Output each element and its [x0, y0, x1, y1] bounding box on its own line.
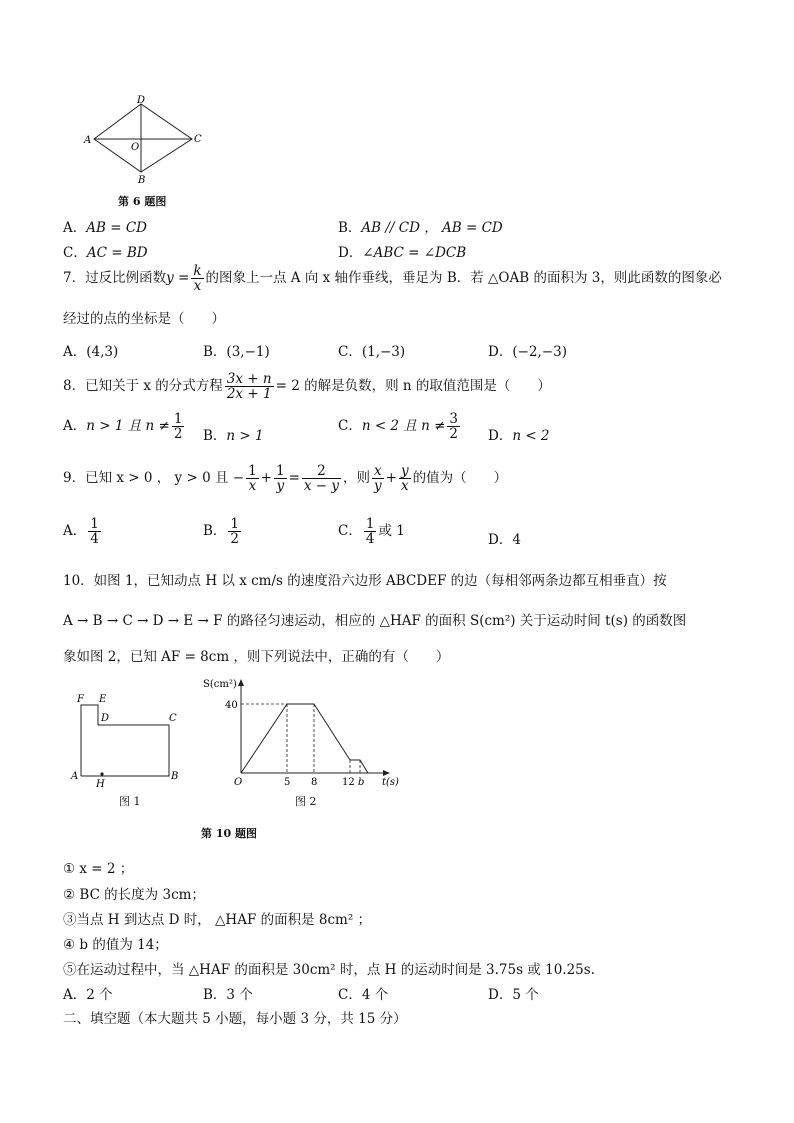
q10-statement-5: ⑤在运动过程中，当 △HAF 的面积是 30cm² 时，点 H 的运动时间是 3.75s 或 10.25s.	[63, 962, 595, 978]
fig2-tick-5: 5	[284, 777, 291, 788]
q7-stem-line2: 经过的点的坐标是（ ）	[63, 311, 225, 327]
q7-option-d[interactable]: D．(−2,−3)	[488, 344, 567, 360]
q10-statement-2: ② BC 的长度为 3cm；	[63, 887, 205, 903]
q8-option-a[interactable]: A．n > 1 且 n ≠ $\frac{1}{2}$	[63, 411, 183, 443]
fig1-label-d: D	[101, 713, 110, 724]
q10-statement-1: ① x = 2 ；	[63, 861, 134, 877]
figure-1-hexagon	[68, 688, 193, 790]
q6-option-d[interactable]: D．∠ABC = ∠DCB	[338, 245, 467, 261]
q9-stem: 9．已知 x > 0 ， y > 0 且 − $\frac{1}{x}$ + $\frac{1}{y}$ = $\frac{2}{x - y}$ ，则 $\frac{x}{y}$ + $\frac{y}{x}$ 的值为（ ）	[63, 463, 508, 495]
q10-stem-line1: 10．如图 1，已知动点 H 以 x cm/s 的速度沿六边形 ABCDEF 的边（每相邻两条边都互相垂直）按	[63, 573, 667, 589]
fig2-tick-8: 8	[311, 777, 318, 788]
q10-option-c[interactable]: C．4 个	[338, 987, 389, 1003]
fig1-label-e: E	[99, 694, 107, 705]
q8-option-d[interactable]: D．n < 2	[488, 428, 550, 444]
q10-statement-4: ④ b 的值为 14；	[63, 937, 168, 953]
q10-stem-line2: A → B → C → D → E → F 的路径匀速运动，相应的 △HAF 的面积 S(cm²) 关于运动时间 t(s) 的函数图	[63, 613, 687, 629]
fig2-origin: O	[234, 777, 243, 788]
q10-option-b[interactable]: B．3 个	[203, 987, 253, 1003]
q8-stem: 8．已知关于 x 的分式方程 $\frac{3x + n}{2x + 1}$ = 2 的解是负数，则 n 的取值范围是（ ）	[63, 371, 551, 403]
q6-option-a[interactable]: A．AB = CD	[63, 220, 147, 236]
fig2-tick-12: 12	[342, 777, 355, 788]
q7-option-c[interactable]: C．(1,−3)	[338, 344, 406, 360]
figure-6-rhombus	[78, 92, 208, 188]
q9-option-c[interactable]: C． $\frac{1}{4}$ 或 1	[338, 516, 405, 548]
fig2-caption: 图 2	[295, 795, 317, 808]
q9-option-d[interactable]: D．4	[488, 532, 521, 548]
q10-option-a[interactable]: A．2 个	[63, 987, 113, 1003]
fig1-label-h: H	[96, 779, 105, 790]
fig6-label-b: B	[138, 175, 146, 186]
q6-option-c[interactable]: C．AC = BD	[63, 245, 148, 261]
q9-option-a[interactable]: A． $\frac{1}{4}$	[63, 516, 99, 548]
fig2-ylabel: S(cm²)	[203, 679, 237, 690]
fig1-label-c: C	[169, 713, 177, 724]
fig1-label-f: F	[77, 694, 84, 705]
q10-stem-line3: 象如图 2，已知 AF = 8cm ，则下列说法中，正确的有（ ）	[63, 649, 450, 665]
q10-statement-3: ③当点 H 到达点 D 时， △HAF 的面积是 8cm² ；	[63, 912, 372, 928]
figure-2-function-graph	[198, 673, 413, 788]
fig1-label-b: B	[171, 771, 179, 782]
fig6-label-c: C	[194, 134, 202, 145]
fig2-tick-b: b	[358, 777, 365, 788]
q7-stem-line1: 7．过反比例函数y = $\frac{k}{x}$ 的图象上一点 A 向 x 轴作垂线，垂足为 B．若 △OAB 的面积为 3，则此函数的图象必	[63, 263, 722, 295]
fig1-label-a: A	[71, 771, 79, 782]
q7-option-b[interactable]: B．(3,−1)	[203, 344, 270, 360]
fig2-tick-40: 40	[225, 700, 238, 711]
fig6-label-a: A	[84, 135, 92, 146]
fig2-xlabel: t(s)	[382, 777, 399, 788]
q8-option-c[interactable]: C．n < 2 且 n ≠ $\frac{3}{2}$	[338, 411, 458, 443]
fig10-caption: 第 10 题图	[201, 827, 257, 840]
section-2-heading: 二、填空题（本大题共 5 小题，每小题 3 分，共 15 分）	[63, 1011, 407, 1027]
q9-option-b[interactable]: B． $\frac{1}{2}$	[203, 516, 240, 548]
fig1-caption: 图 1	[119, 795, 141, 808]
fig6-caption: 第 6 题图	[118, 195, 167, 208]
fig6-label-d: D	[137, 95, 146, 106]
fig6-label-o: O	[131, 142, 140, 153]
q6-option-b[interactable]: B．AB // CD ， AB = CD	[338, 220, 503, 236]
q7-option-a[interactable]: A．(4,3)	[63, 344, 119, 360]
q8-option-b[interactable]: B．n > 1	[203, 428, 264, 444]
q10-option-d[interactable]: D．5 个	[488, 987, 539, 1003]
